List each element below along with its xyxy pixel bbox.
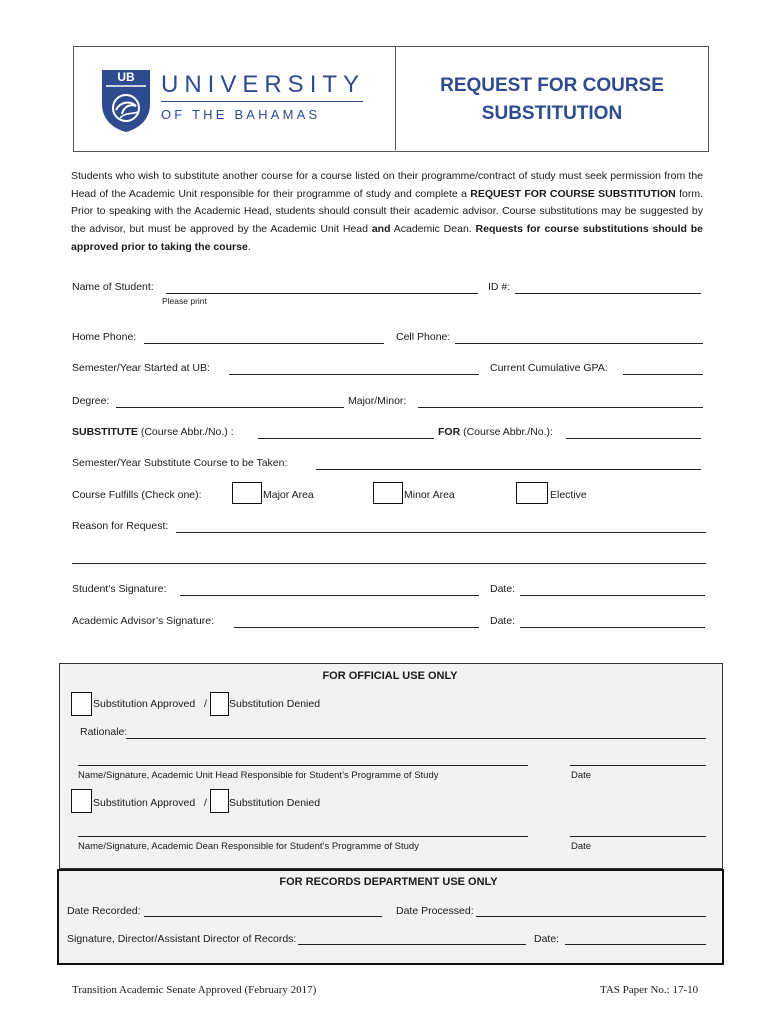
unit-head-date-caption: Date: [571, 770, 592, 781]
dean-caption: Name/Signature, Academic Dean Responsible for Student’s Programme of Study: [78, 841, 419, 852]
records-title: FOR RECORDS DEPARTMENT USE ONLY: [279, 876, 498, 888]
logo-university-text: UNIVERSITY: [161, 71, 366, 98]
home-phone-field[interactable]: [144, 343, 384, 344]
id-label: ID #:: [488, 281, 511, 293]
date-recorded-field[interactable]: [144, 916, 382, 917]
name-label: Name of Student:: [72, 281, 154, 293]
official-use-title: FOR OFFICIAL USE ONLY: [322, 670, 458, 682]
minor-area-label: Minor Area: [404, 489, 455, 501]
official-use-panel: [59, 663, 723, 869]
reason-field-line2[interactable]: [72, 563, 706, 564]
elective-checkbox[interactable]: [516, 482, 548, 504]
unit-head-denied-checkbox[interactable]: [210, 692, 229, 716]
gpa-label: Current Cumulative GPA:: [490, 362, 608, 374]
reason-label: Reason for Request:: [72, 520, 169, 532]
student-date-field[interactable]: [520, 595, 705, 596]
dean-approved-label: Substitution Approved: [93, 797, 196, 809]
cell-phone-field[interactable]: [455, 343, 703, 344]
dean-approved-checkbox[interactable]: [71, 789, 92, 813]
name-field[interactable]: [166, 293, 478, 294]
intro-paragraph: Students who wish to substitute another course for a course listed on their programme/contract of study must seek permission from the Head of the Academic Unit responsible for their programme of study and complete a REQUEST FOR COURSE SUBSTITUTION form. Prior to speaking with the Academic Head, students should consult their academic advisor. Course substitutions may be suggested by the advisor, but must be approved by the Academic Unit Head and Academic Dean. Requests for course substitutions should be approved prior to taking the course.: [71, 170, 704, 253]
home-phone-label: Home Phone:: [72, 331, 137, 343]
major-minor-label: Major/Minor:: [348, 395, 407, 407]
dean-denied-checkbox[interactable]: [210, 789, 229, 813]
date-processed-field[interactable]: [476, 916, 706, 917]
records-date-label: Date:: [534, 933, 560, 945]
advisor-date-label: Date:: [490, 615, 516, 627]
unit-head-denied-label: Substitution Denied: [229, 698, 321, 710]
semester-started-field[interactable]: [229, 374, 479, 375]
logo-bahamas-text: OF THE BAHAMAS: [161, 107, 321, 122]
id-field[interactable]: [515, 293, 701, 294]
student-signature-label: Student’s Signature:: [72, 583, 167, 595]
advisor-date-field[interactable]: [520, 627, 705, 628]
dean-slash: /: [204, 797, 207, 809]
major-area-label: Major Area: [263, 489, 314, 501]
major-area-checkbox[interactable]: [232, 482, 262, 504]
unit-head-approved-label: Substitution Approved: [93, 698, 196, 710]
footer-paper-number: TAS Paper No.: 17-10: [600, 984, 699, 996]
gpa-field[interactable]: [623, 374, 703, 375]
name-hint: Please print: [162, 296, 207, 306]
unit-head-slash: /: [204, 698, 207, 710]
unit-head-caption: Name/Signature, Academic Unit Head Responsible for Student’s Programme of Study: [78, 770, 439, 781]
unit-head-signature-field[interactable]: [78, 765, 528, 766]
minor-area-checkbox[interactable]: [373, 482, 403, 504]
student-signature-field[interactable]: [180, 595, 479, 596]
student-date-label: Date:: [490, 583, 516, 595]
date-processed-label: Date Processed:: [396, 905, 474, 917]
reason-field-line1[interactable]: [176, 532, 706, 533]
degree-label: Degree:: [72, 395, 110, 407]
rationale-field[interactable]: [126, 738, 706, 739]
elective-label: Elective: [550, 489, 587, 501]
dean-date-caption: Date: [571, 841, 592, 852]
dean-date-field[interactable]: [570, 836, 706, 837]
records-date-field[interactable]: [565, 944, 706, 945]
unit-head-approved-checkbox[interactable]: [71, 692, 92, 716]
dean-signature-field[interactable]: [78, 836, 528, 837]
major-minor-field[interactable]: [418, 407, 703, 408]
rationale-label: Rationale:: [80, 726, 128, 738]
advisor-signature-label: Academic Advisor’s Signature:: [72, 615, 215, 627]
for-course-field[interactable]: [566, 438, 701, 439]
records-signature-label: Signature, Director/Assistant Director of Records:: [67, 933, 297, 945]
fulfills-label: Course Fulfills (Check one):: [72, 489, 202, 501]
form-title-line1: REQUEST FOR COURSE: [440, 75, 664, 96]
unit-head-date-field[interactable]: [570, 765, 706, 766]
footer-approval-note: Transition Academic Senate Approved (February 2017): [72, 984, 317, 996]
header-divider: [395, 46, 396, 150]
date-recorded-label: Date Recorded:: [67, 905, 141, 917]
logo-rule: [161, 101, 363, 102]
form-title: [397, 72, 707, 128]
records-signature-field[interactable]: [298, 944, 526, 945]
substitute-label: SUBSTITUTE (Course Abbr./No.) :: [72, 426, 234, 438]
dean-denied-label: Substitution Denied: [229, 797, 321, 809]
form-title-line2: SUBSTITUTION: [481, 103, 623, 124]
semester-taken-field[interactable]: [316, 469, 701, 470]
for-label: FOR (Course Abbr./No.):: [438, 426, 553, 438]
semester-started-label: Semester/Year Started at UB:: [72, 362, 210, 374]
cell-phone-label: Cell Phone:: [396, 331, 451, 343]
semester-taken-label: Semester/Year Substitute Course to be Taken:: [72, 457, 288, 469]
advisor-signature-field[interactable]: [234, 627, 479, 628]
degree-field[interactable]: [116, 407, 344, 408]
logo-badge-text: UB: [117, 70, 135, 84]
substitute-course-field[interactable]: [258, 438, 434, 439]
